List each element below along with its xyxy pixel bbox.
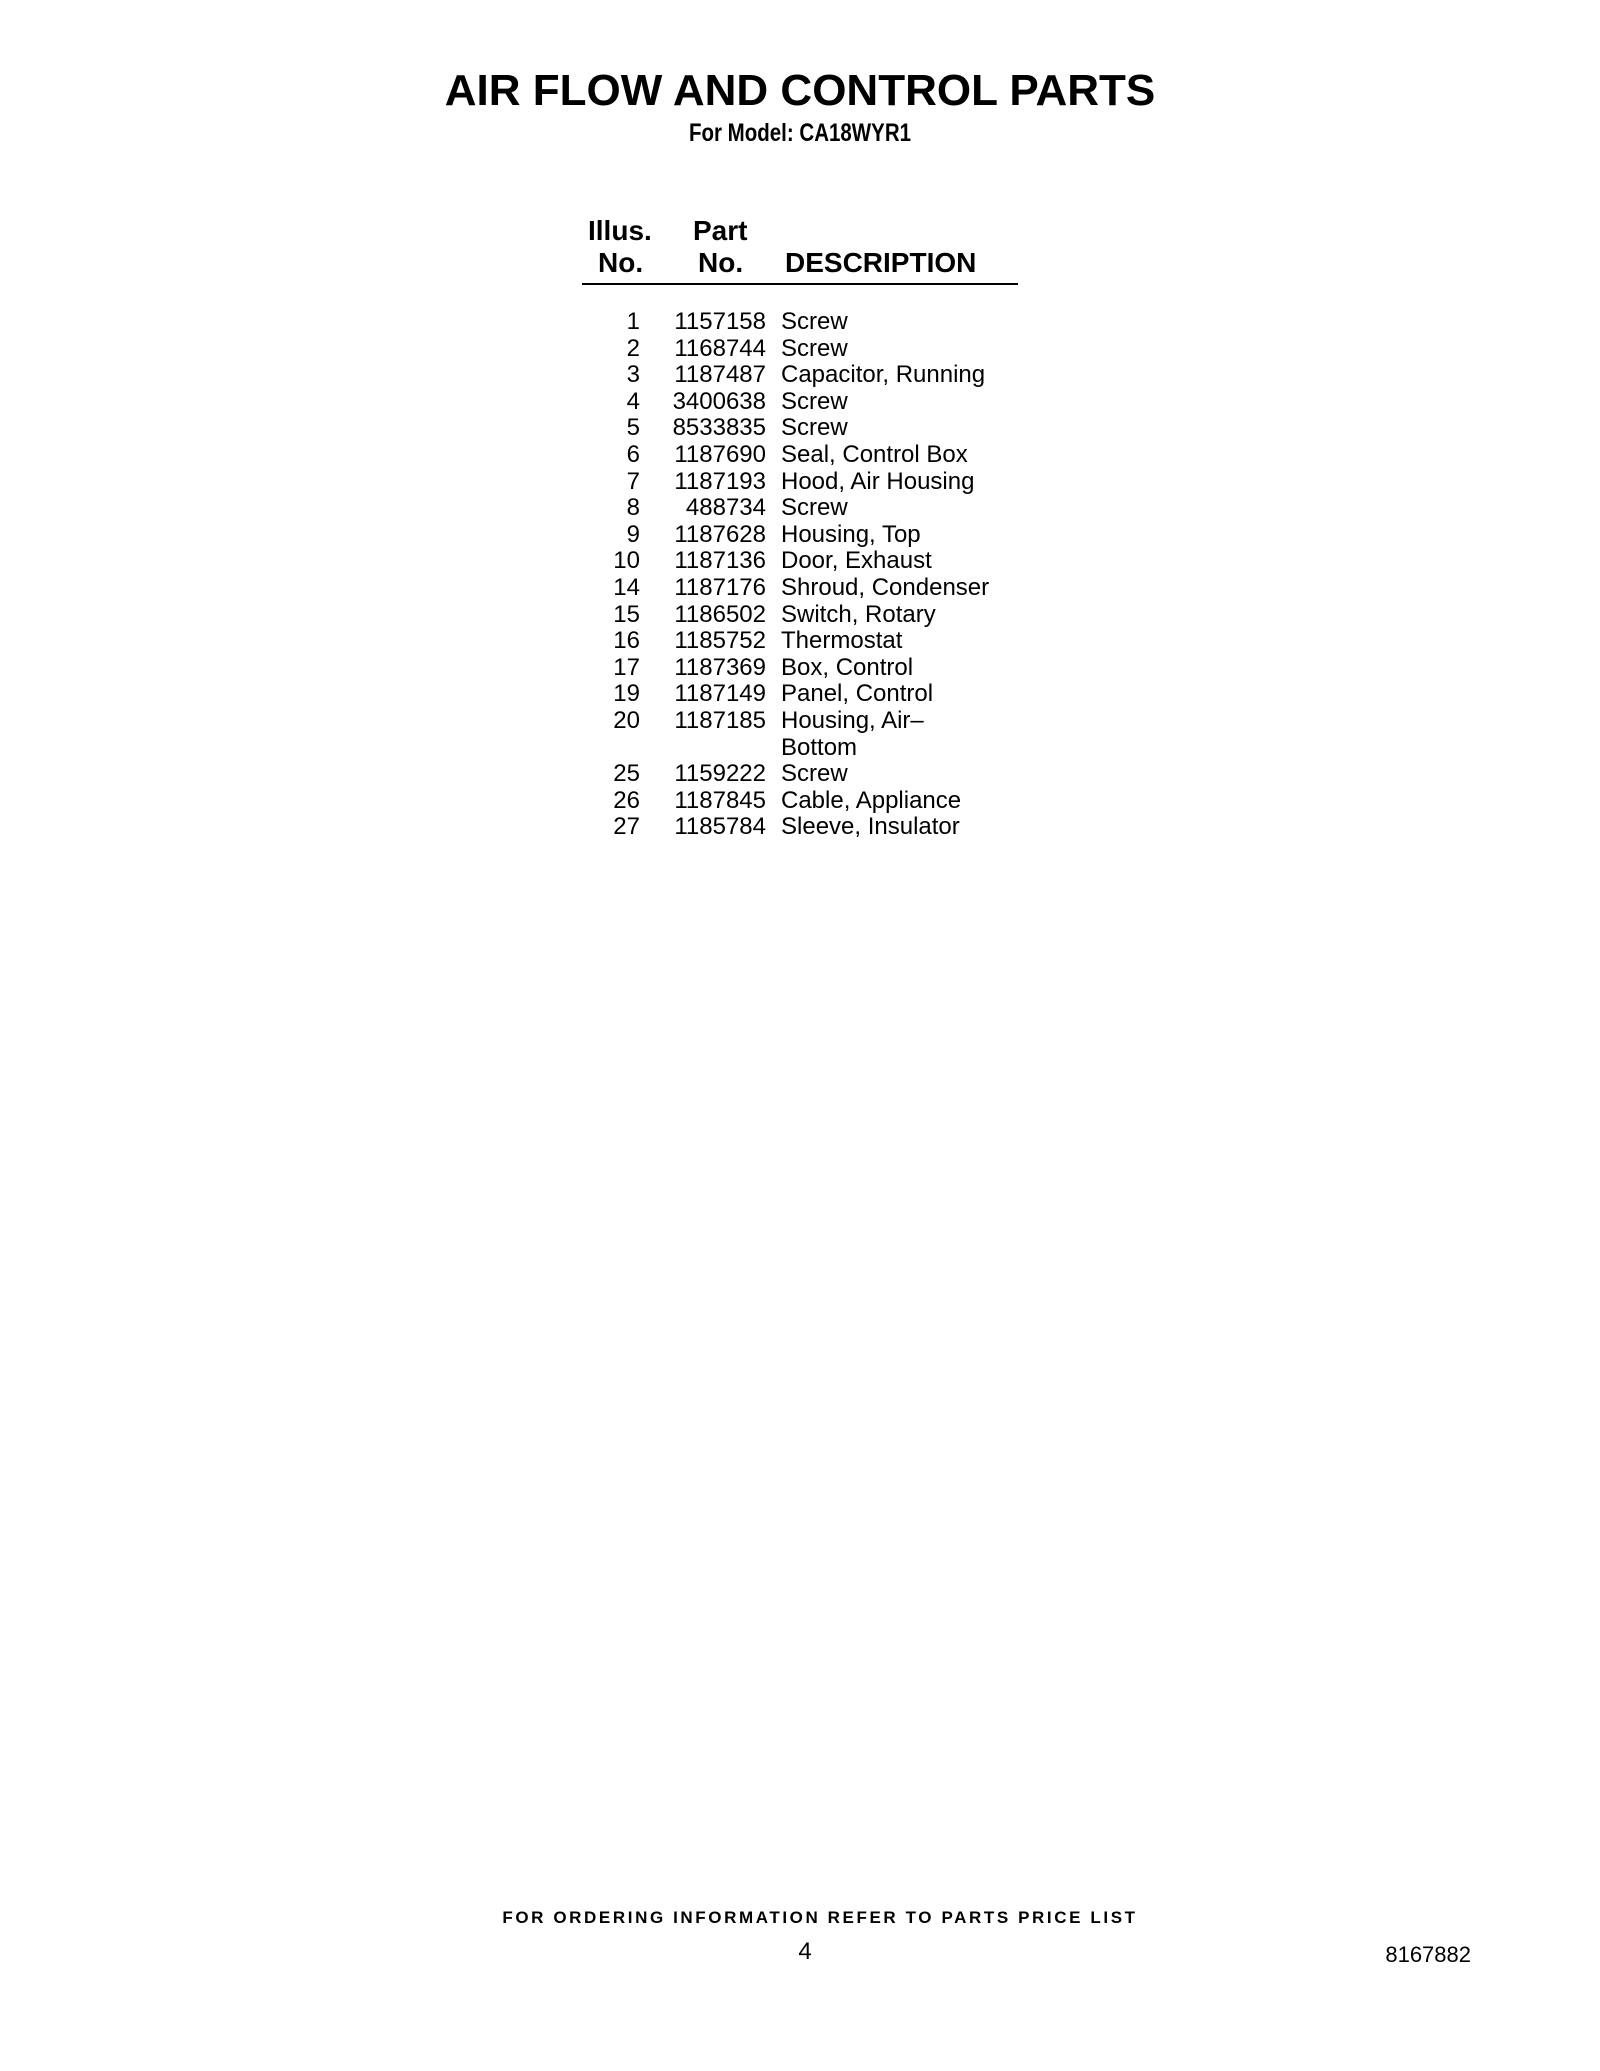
part-description: Door, Exhaust [781,547,932,575]
part-header-line2: No. [698,247,744,278]
illus-number: 26 [613,786,640,814]
part-number: 1187845 [674,786,766,814]
table-row [582,602,1018,629]
illus-number: 17 [613,653,640,681]
part-number: 1187176 [674,573,766,601]
part-number: 1187193 [674,467,766,495]
part-description: Capacitor, Running [781,361,986,389]
table-row [582,415,1018,442]
part-number: 1187136 [674,547,766,575]
part-description: Box, Control [781,653,914,681]
part-number: 1168744 [674,334,766,362]
part-number: 1187487 [674,361,766,389]
part-description: Screw [781,334,848,362]
illus-number: 5 [626,414,640,442]
part-description: Cable, Appliance [781,786,962,814]
part-description: Hood, Air Housing [781,467,975,495]
table-row [582,708,1018,761]
table-row [582,389,1018,416]
illus-number: 15 [613,600,640,628]
part-description: Screw [781,387,848,415]
part-description: Switch, Rotary [781,600,936,628]
illus-number: 7 [626,467,640,495]
table-row [582,309,1018,336]
illus-number: 3 [626,361,640,389]
illus-number: 16 [613,627,640,655]
part-description: Housing, Air– Bottom [781,706,924,761]
illus-number: 27 [613,813,640,841]
table-row [582,681,1018,708]
part-number: 1186502 [674,600,766,628]
document-number: 8167882 [1385,1942,1471,1967]
part-number: 1187628 [674,520,766,548]
table-row [582,522,1018,549]
table-row [582,442,1018,469]
illus-number: 20 [613,706,640,734]
table-row [582,495,1018,522]
part-description: Thermostat [781,627,903,655]
illus-number: 8 [626,494,640,522]
table-row [582,336,1018,363]
part-header-line1: Part [693,215,748,246]
illus-number: 25 [613,760,640,788]
part-description: Screw [781,494,848,522]
table-row [582,469,1018,496]
part-number: 1185784 [674,813,766,841]
ordering-note: FOR ORDERING INFORMATION REFER TO PARTS PRICE LIST [502,1908,1138,1927]
page-title: AIR FLOW AND CONTROL PARTS [444,66,1156,115]
table-row [582,814,1018,841]
table-row [582,788,1018,815]
part-number: 1157158 [674,308,766,335]
page-number: 4 [798,1938,812,1965]
part-description: Housing, Top [781,520,921,548]
model-subtitle: For Model: CA18WYR1 [688,119,912,147]
table-row [582,628,1018,655]
illus-number: 10 [613,547,640,575]
illus-number: 4 [626,387,640,415]
table-header [582,215,1018,285]
part-description: Screw [781,414,848,442]
part-description: Shroud, Condenser [781,573,990,601]
illus-number: 19 [613,680,640,708]
description-header: DESCRIPTION [785,247,977,278]
part-number: 1185752 [674,627,766,655]
part-number: 1187149 [674,680,766,708]
illus-header-line1: Illus. [588,215,652,246]
part-number: 1159222 [674,760,766,788]
part-description: Sleeve, Insulator [781,813,960,841]
part-number: 1187185 [674,706,766,734]
part-number: 1187690 [674,440,766,468]
part-description: Seal, Control Box [781,440,968,468]
part-description: Screw [781,760,848,788]
part-number: 3400638 [672,387,766,415]
part-number: 488734 [685,494,766,522]
table-row [582,362,1018,389]
parts-table [582,215,1018,841]
table-row [582,655,1018,682]
part-description: Screw [781,308,848,335]
illus-number: 9 [626,520,640,548]
part-number: 1187369 [674,653,766,681]
table-body [582,309,1018,841]
table-row [582,575,1018,602]
part-number: 8533835 [672,414,766,442]
illus-number: 2 [626,334,640,362]
part-description: Panel, Control [781,680,934,708]
illus-number: 6 [626,440,640,468]
table-row [582,761,1018,788]
illus-number: 1 [626,308,640,335]
table-row [582,548,1018,575]
illus-header-line2: No. [598,247,644,278]
illus-number: 14 [613,573,640,601]
